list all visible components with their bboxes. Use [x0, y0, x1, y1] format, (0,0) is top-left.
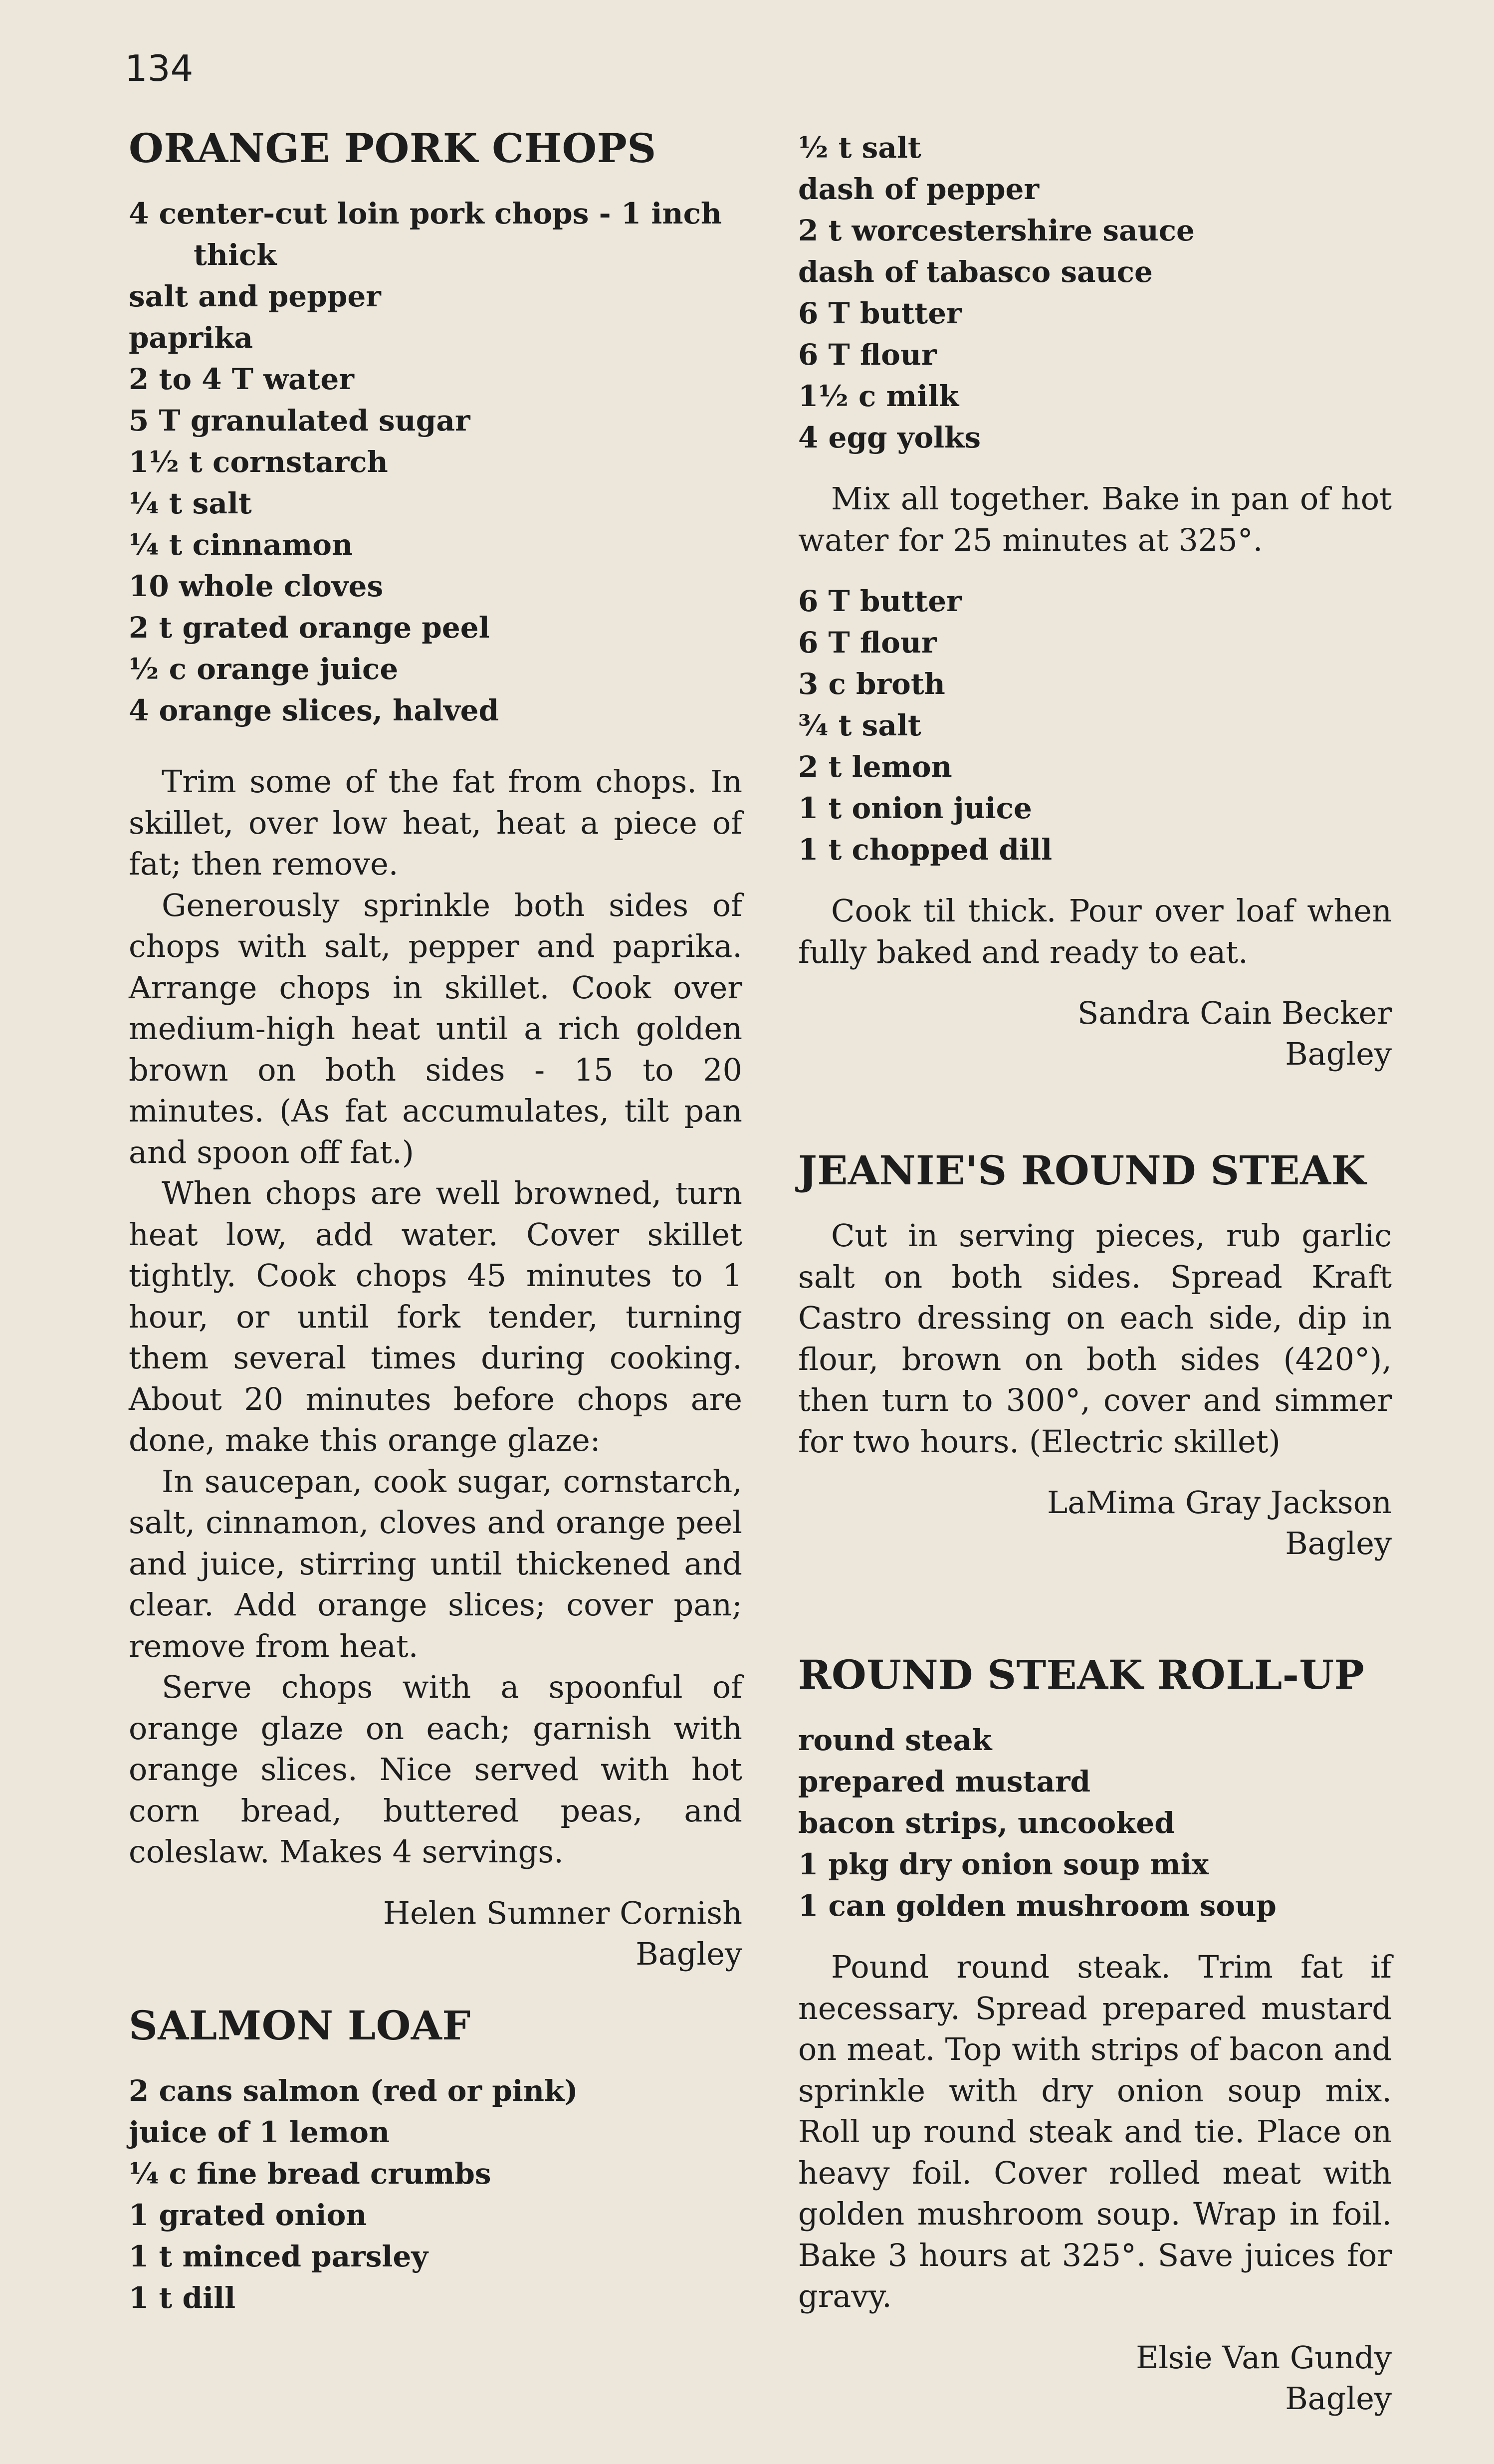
- ingredient: 6 T flour: [798, 626, 937, 660]
- recipe-town: Bagley: [636, 1935, 742, 1972]
- ingredient: 1 t onion juice: [798, 791, 1032, 825]
- direction-paragraph: Generously sprinkle both sides of chops with salt, pepper and paprika. Arrange chops in skillet. Cook over medium-high heat until a rich golden brown on both sides - 15 to 20 minutes. (As fat accumulates, tilt pan and spoon off fat.): [129, 887, 742, 1170]
- recipe-title-salmon-loaf: SALMON LOAF: [129, 2002, 471, 2049]
- ingredient: dash of tabasco sauce: [798, 255, 1153, 289]
- recipe-title-round-steak-roll-up: ROUND STEAK ROLL-UP: [798, 1651, 1365, 1698]
- ingredient: 3 c broth: [798, 667, 945, 701]
- ingredient: ¼ c fine bread crumbs: [129, 2156, 491, 2191]
- recipe-town: Bagley: [1285, 1525, 1392, 1562]
- ingredient: round steak: [798, 1723, 992, 1757]
- recipe-author: Elsie Van Gundy: [1136, 2339, 1392, 2376]
- ingredient: 1 t minced parsley: [129, 2239, 428, 2273]
- left-column: [129, 127, 742, 2319]
- ingredient: 6 T butter: [798, 584, 962, 618]
- ingredient: 6 T flour: [798, 338, 937, 372]
- ingredient-list-orange-pork-chops: [129, 193, 742, 731]
- ingredient: 4 egg yolks: [798, 421, 981, 454]
- ingredient: 1 t dill: [129, 2280, 236, 2315]
- ingredient: prepared mustard: [798, 1765, 1091, 1798]
- direction-paragraph: Cut in serving pieces, rub garlic salt on both sides. Spread Kraft Castro dressing on each side, dip in flour, brown on both sides (420°), then turn to 300°, cover and simmer for two hours. (Electric skillet): [798, 1217, 1392, 1460]
- ingredient: ½ t salt: [798, 131, 921, 165]
- direction-paragraph: Trim some of the fat from chops. In skillet, over low heat, heat a piece of fat; then remove.: [129, 763, 742, 882]
- page-number: 134: [125, 47, 194, 89]
- recipe-title-jeanies-round-steak: JEANIE'S ROUND STEAK: [798, 1147, 1366, 1194]
- ingredient: 1½ t cornstarch: [129, 445, 388, 479]
- recipe-author: Helen Sumner Cornish: [383, 1894, 742, 1931]
- ingredient: 6 T butter: [798, 296, 962, 330]
- ingredient: 2 t lemon: [798, 750, 952, 784]
- ingredient: juice of 1 lemon: [129, 2115, 390, 2149]
- recipe-town: Bagley: [1285, 1036, 1392, 1072]
- ingredient: ¼ t cinnamon: [129, 528, 353, 562]
- direction-paragraph: Serve chops with a spoonful of orange glaze on each; garnish with orange slices. Nice served with hot corn bread, buttered peas, and coleslaw. Makes 4 servings.: [129, 1669, 742, 1870]
- ingredient: bacon strips, uncooked: [798, 1806, 1175, 1840]
- ingredient: 4 center-cut loin pork chops - 1 inch thick: [129, 197, 722, 272]
- right-column: [798, 127, 1392, 2419]
- ingredient: ½ c orange juice: [129, 652, 399, 686]
- ingredient: 1 can golden mushroom soup: [798, 1889, 1277, 1923]
- ingredient: 1 t chopped dill: [798, 833, 1053, 867]
- ingredient-list-salmon-loaf: [129, 2070, 742, 2319]
- ingredient: 2 to 4 T water: [129, 362, 354, 396]
- recipe-town: Bagley: [1285, 2380, 1392, 2417]
- direction-paragraph: Cook til thick. Pour over loaf when fully baked and ready to eat.: [798, 893, 1392, 970]
- direction-paragraph: Mix all together. Bake in pan of hot water for 25 minutes at 325°.: [798, 480, 1392, 558]
- ingredient: 2 t grated orange peel: [129, 611, 490, 645]
- direction-paragraph: In saucepan, cook sugar, cornstarch, salt, cinnamon, cloves and orange peel and juice, stirring until thickened and clear. Add orange slices; cover pan; remove from heat.: [129, 1463, 742, 1664]
- ingredient: ¼ t salt: [129, 486, 252, 520]
- ingredient: ¾ t salt: [798, 708, 921, 742]
- ingredient: 2 cans salmon (red or pink): [129, 2073, 578, 2108]
- recipe-author: Sandra Cain Becker: [1077, 995, 1392, 1031]
- recipe-author: LaMima Gray Jackson: [1047, 1484, 1392, 1521]
- ingredient: 10 whole cloves: [129, 569, 384, 603]
- ingredient: salt and pepper: [129, 279, 381, 313]
- ingredient: 4 orange slices, halved: [129, 693, 499, 727]
- ingredient: 2 t worcestershire sauce: [798, 214, 1195, 247]
- ingredient: 1 grated onion: [129, 2198, 367, 2232]
- ingredient: 1 pkg dry onion soup mix: [798, 1847, 1209, 1881]
- ingredient: 5 T granulated sugar: [129, 404, 470, 438]
- recipe-title-orange-pork-chops: ORANGE PORK CHOPS: [129, 125, 656, 172]
- direction-paragraph: Pound round steak. Trim fat if necessary. Spread prepared mustard on meat. Top with strips of bacon and sprinkle with dry onion soup mix. Roll up round steak and tie. Place on heavy foil. Cover rolled meat with golden mushroom soup. Wrap in foil. Bake 3 hours at 325°. Save juices for gravy.: [798, 1949, 1392, 2314]
- ingredient: 1½ c milk: [798, 379, 959, 413]
- ingredient-list-salmon-sauce: [798, 581, 1392, 871]
- ingredient-list-salmon-loaf-cont: [798, 127, 1392, 458]
- direction-paragraph: When chops are well browned, turn heat low, add water. Cover skillet tightly. Cook chops 45 minutes to 1 hour, or until fork tender, turning them several times during cooking. About 20 minutes before chops are done, make this orange glaze:: [129, 1175, 742, 1458]
- ingredient-list-round-steak-roll-up: [798, 1720, 1392, 1927]
- ingredient: dash of pepper: [798, 172, 1040, 206]
- ingredient: paprika: [129, 321, 253, 355]
